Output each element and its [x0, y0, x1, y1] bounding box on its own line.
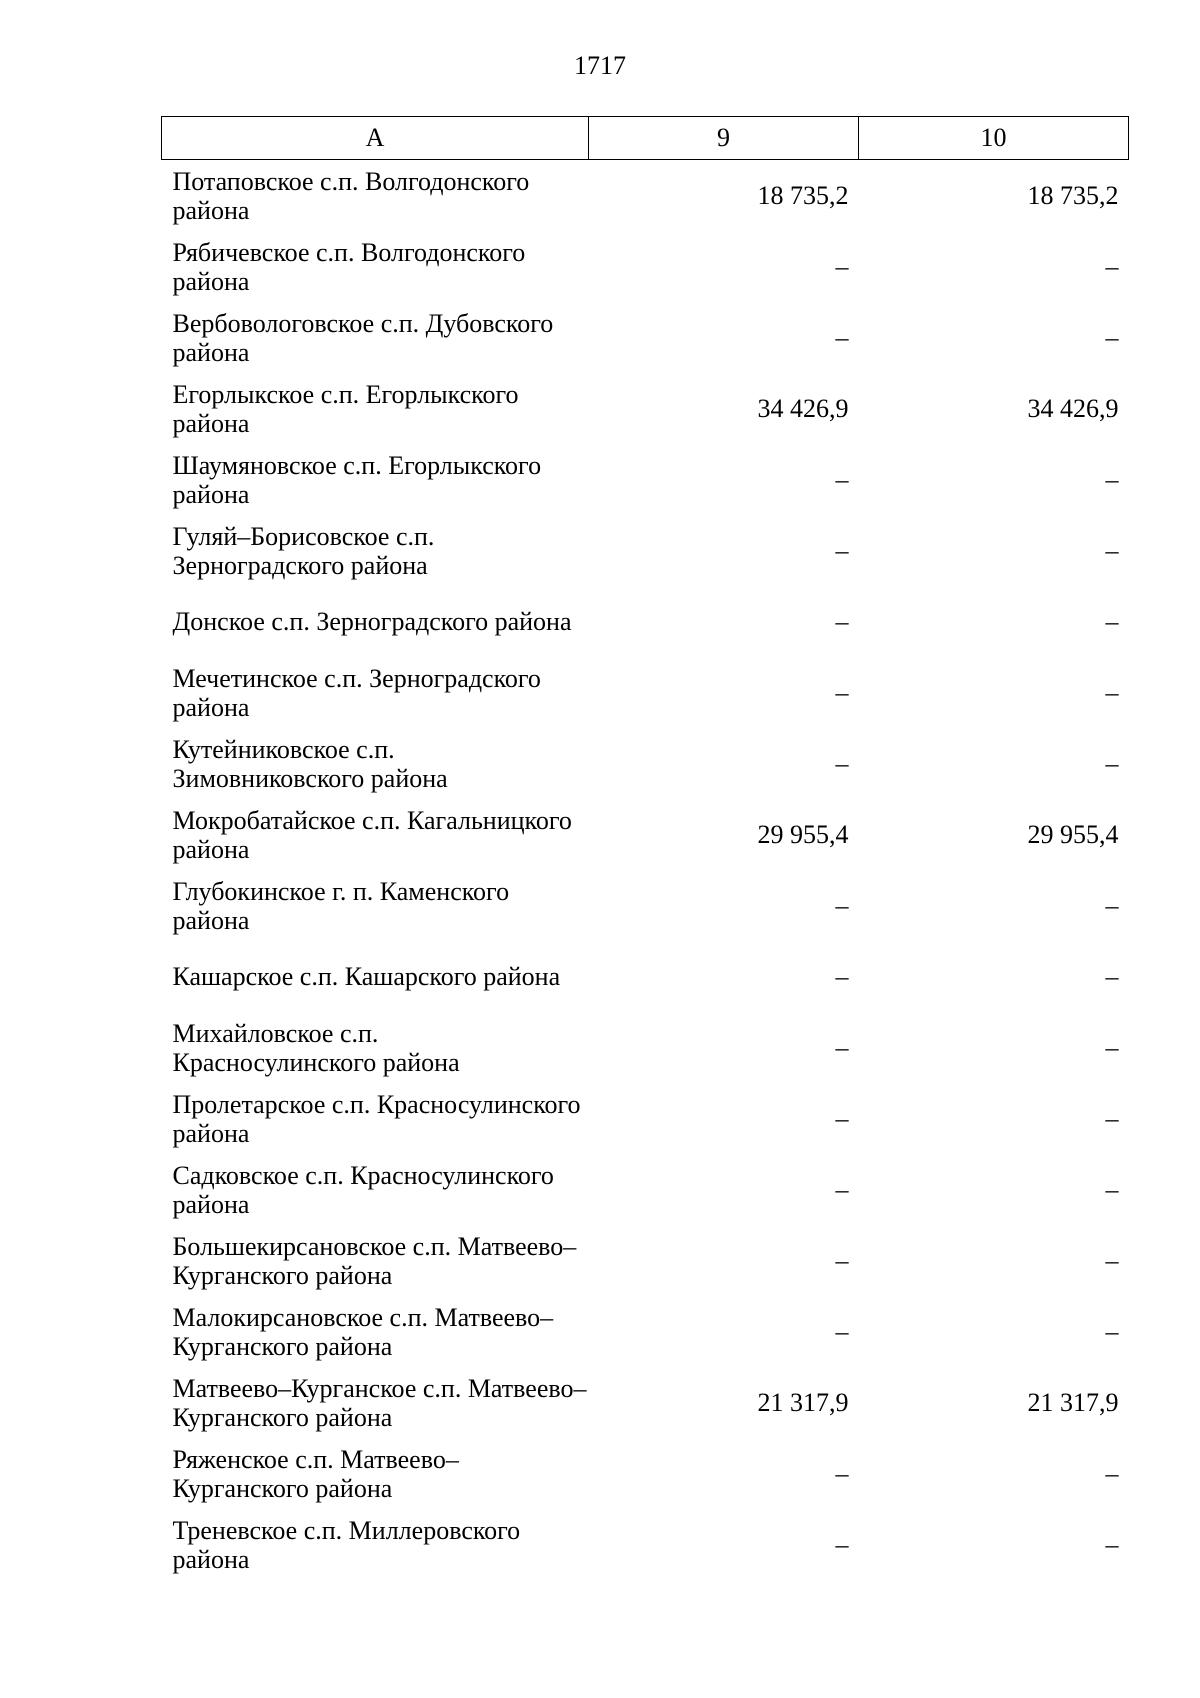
table-body: [162, 160, 1129, 1581]
settlement-name-cell: Михайловское с.п. Красносулинского района: [172, 1018, 460, 1077]
budget-table: [161, 116, 1129, 1580]
settlement-name-cell: Рябичевское с.п. Волгодонского района: [172, 237, 526, 296]
table-row: [162, 373, 1129, 444]
header-col-10: 10: [859, 117, 1129, 160]
table-row: [162, 1154, 1129, 1225]
settlement-name-cell: Малокирсановское с.п. Матвеево–Курганского района: [172, 1302, 554, 1361]
page-number: 1717: [574, 51, 626, 80]
value-col-9-cell: –: [835, 677, 849, 707]
settlement-name-cell: Глубокинское г. п. Каменского района: [172, 876, 510, 935]
table-row: [162, 1225, 1129, 1296]
table-row: [162, 515, 1129, 586]
value-col-10-cell: –: [1105, 1316, 1119, 1346]
value-col-10-cell: –: [1105, 961, 1119, 991]
value-col-9-cell: –: [835, 251, 849, 281]
header-col-9: 9: [589, 117, 859, 160]
table-row: [162, 870, 1129, 941]
value-col-9-cell: 18 735,2: [757, 180, 849, 210]
table-row: [162, 1296, 1129, 1367]
settlement-name-cell: Мокробатайское с.п. Кагальницкого района: [172, 805, 572, 864]
settlement-name-cell: Потаповское с.п. Волгодонского района: [172, 166, 530, 225]
value-col-10-cell: –: [1105, 322, 1119, 352]
value-col-9-cell: –: [835, 1529, 849, 1559]
value-col-9-cell: –: [835, 1032, 849, 1062]
value-col-10-cell: –: [1105, 251, 1119, 281]
table-row: [162, 1509, 1129, 1580]
table-row: [162, 799, 1129, 870]
value-col-10-cell: –: [1105, 1529, 1119, 1559]
settlement-name-cell: Кутейниковское с.п. Зимовниковского района: [172, 734, 448, 793]
value-col-9-cell: –: [835, 535, 849, 565]
settlement-name-cell: Донское с.п. Зерноградского района: [172, 607, 572, 636]
value-col-9-cell: –: [835, 961, 849, 991]
value-col-10-cell: –: [1105, 464, 1119, 494]
value-col-10-cell: –: [1105, 1458, 1119, 1488]
settlement-name-cell: Шаумяновское с.п. Егорлыкского района: [172, 450, 542, 509]
value-col-9-cell: –: [835, 1245, 849, 1275]
value-col-10-cell: 18 735,2: [1027, 180, 1119, 210]
table-row: [162, 1367, 1129, 1438]
value-col-10-cell: –: [1105, 1245, 1119, 1275]
table-row: [162, 444, 1129, 515]
table-row: [162, 728, 1129, 799]
value-col-9-cell: 29 955,4: [757, 819, 849, 849]
value-col-9-cell: –: [835, 464, 849, 494]
value-col-10-cell: 21 317,9: [1027, 1387, 1119, 1417]
value-col-9-cell: 34 426,9: [757, 393, 849, 423]
value-col-9-cell: –: [835, 748, 849, 778]
header-row: [162, 117, 1129, 160]
table-row: [162, 160, 1129, 232]
value-col-9-cell: –: [835, 1316, 849, 1346]
table-row: [162, 586, 1129, 657]
settlement-name-cell: Ряженское с.п. Матвеево–Курганского района: [172, 1444, 459, 1503]
settlement-name-cell: Большекирсановское с.п. Матвеево–Курганского района: [172, 1231, 577, 1290]
table-row: [162, 231, 1129, 302]
settlement-name-cell: Пролетарское с.п. Красносулинского района: [172, 1089, 581, 1148]
value-col-10-cell: –: [1105, 677, 1119, 707]
settlement-name-cell: Вербовологовское с.п. Дубовского района: [172, 308, 554, 367]
value-col-9-cell: –: [835, 606, 849, 636]
table-header: [162, 117, 1129, 160]
table-row: [162, 1012, 1129, 1083]
settlement-name-cell: Садковское с.п. Красносулинского района: [172, 1160, 554, 1219]
value-col-10-cell: 29 955,4: [1027, 819, 1119, 849]
value-col-10-cell: –: [1105, 748, 1119, 778]
settlement-name-cell: Треневское с.п. Миллеровского района: [172, 1515, 521, 1574]
value-col-10-cell: –: [1105, 535, 1119, 565]
settlement-name-cell: Матвеево–Курганское с.п. Матвеево–Курганского района: [172, 1373, 587, 1432]
table-row: [162, 941, 1129, 1012]
value-col-10-cell: –: [1105, 890, 1119, 920]
value-col-10-cell: –: [1105, 1032, 1119, 1062]
value-col-9-cell: –: [835, 1458, 849, 1488]
table-row: [162, 1083, 1129, 1154]
value-col-9-cell: –: [835, 1103, 849, 1133]
value-col-10-cell: –: [1105, 1174, 1119, 1204]
value-col-10-cell: 34 426,9: [1027, 393, 1119, 423]
value-col-10-cell: –: [1105, 606, 1119, 636]
settlement-name-cell: Егорлыкское с.п. Егорлыкского района: [172, 379, 519, 438]
table-row: [162, 1438, 1129, 1509]
table-row: [162, 302, 1129, 373]
value-col-9-cell: –: [835, 322, 849, 352]
value-col-9-cell: 21 317,9: [757, 1387, 849, 1417]
header-col-a: А: [162, 117, 589, 160]
settlement-name-cell: Гуляй–Борисовское с.п. Зерноградского района: [172, 521, 435, 580]
value-col-9-cell: –: [835, 890, 849, 920]
settlement-name-cell: Мечетинское с.п. Зерноградского района: [172, 663, 541, 722]
table-row: [162, 657, 1129, 728]
settlement-name-cell: Кашарское с.п. Кашарского района: [172, 962, 561, 991]
value-col-10-cell: –: [1105, 1103, 1119, 1133]
value-col-9-cell: –: [835, 1174, 849, 1204]
